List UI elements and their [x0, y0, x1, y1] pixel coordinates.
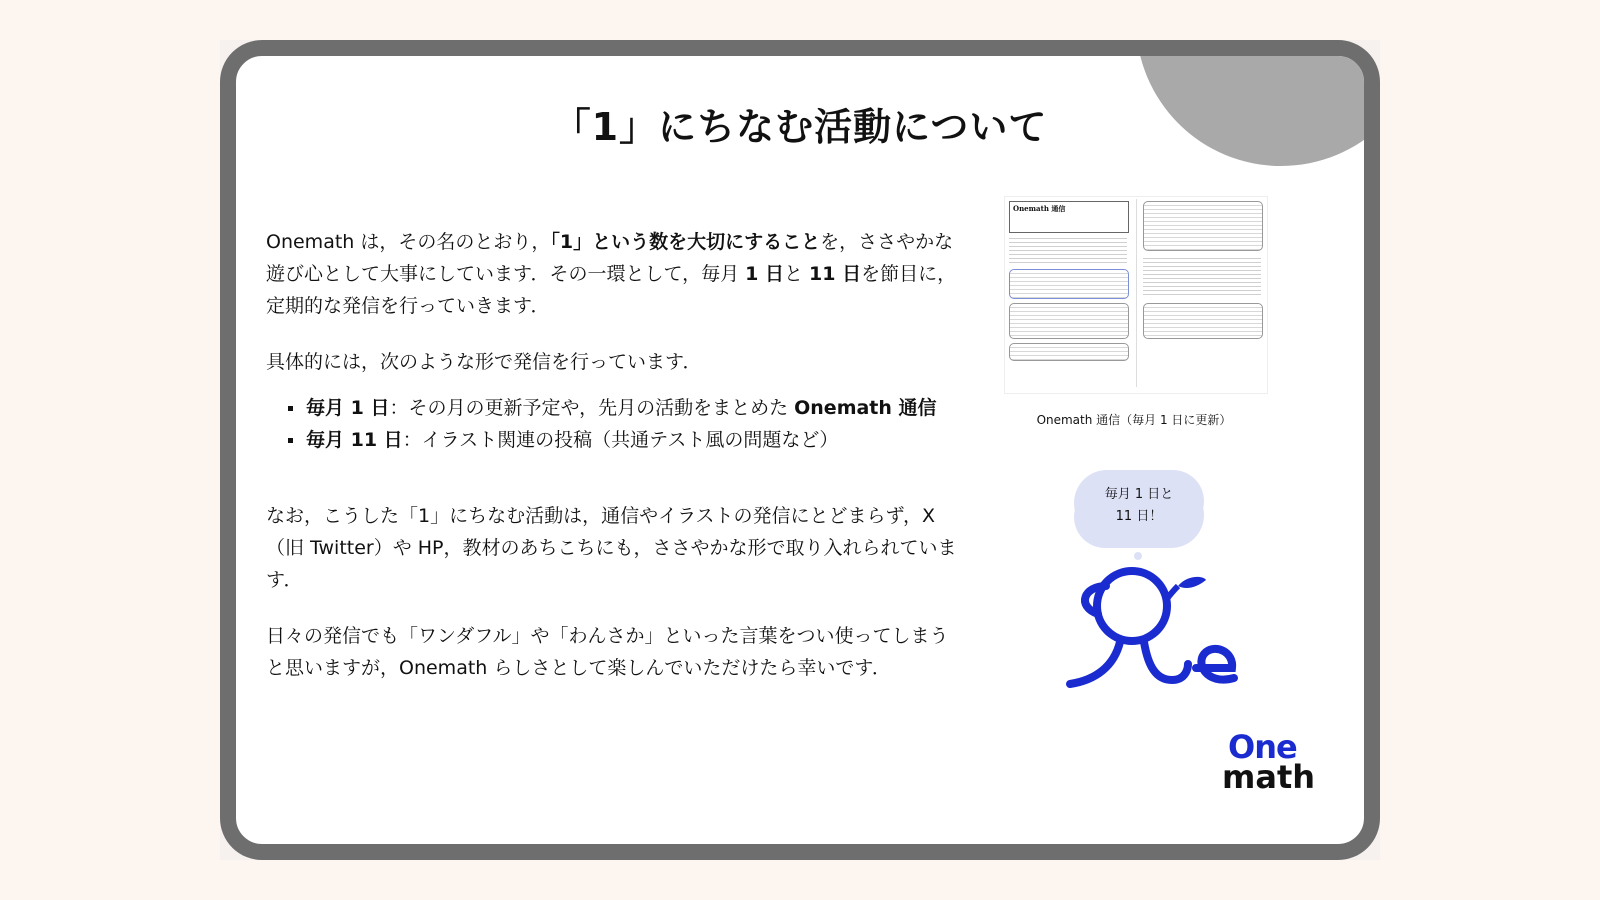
newsletter-box: [1143, 303, 1263, 339]
newsletter-text-block: [1009, 235, 1127, 265]
mascot-leg-right: [1144, 642, 1188, 680]
list-item-text: ：イラスト関連の投稿（共通テスト風の問題など）: [402, 429, 839, 451]
logo-math: math: [1222, 758, 1316, 796]
list-item: [306, 424, 966, 456]
schedule-list: [266, 392, 966, 456]
intro-bold-2: 1 日: [745, 263, 784, 285]
thought-bubble: [1080, 474, 1198, 544]
paragraph-other-channels: なお，こうした「1」にちなむ活動は，通信やイラストの発信にとどまらず，X（旧 Twitter）や HP，教材のあちこちにも，ささやかな形で取り入れられています．: [266, 505, 957, 591]
newsletter-divider: [1136, 199, 1137, 387]
newsletter-title: Onemath 通信: [1013, 204, 1066, 213]
list-item-label: 毎月 1 日: [306, 397, 390, 419]
newsletter-caption: Onemath 通信（毎月 1 日に更新）: [1036, 413, 1232, 427]
newsletter-box: [1009, 343, 1129, 361]
slide-frame: [220, 40, 1380, 860]
newsletter-box: [1009, 303, 1129, 339]
list-item-bold-tail: Onemath 通信: [794, 397, 937, 419]
newsletter-box: [1009, 269, 1129, 299]
list-item-text: ：その月の更新予定や，先月の活動をまとめた: [389, 397, 795, 419]
logo-one: One: [1228, 728, 1297, 766]
newsletter-box: [1143, 201, 1263, 251]
paragraph-specifics: 具体的には，次のような形で発信を行っています．: [266, 351, 702, 373]
slide-stage: [220, 40, 1380, 860]
intro-bold-1: 「1」という数を大切にすること: [550, 231, 821, 253]
bubble-line-1: 毎月 1 日と: [1104, 487, 1174, 502]
intro-text-3: と: [784, 263, 810, 285]
intro-text-4: を節目に，定期的な発信を行っていきます．: [266, 263, 957, 317]
bubble-text: [1080, 484, 1198, 528]
list-item: [306, 392, 966, 424]
newsletter-text-block: [1143, 255, 1261, 295]
mascot-head: [1097, 571, 1167, 641]
list-item-label: 毎月 11 日: [306, 429, 403, 451]
slide-title: 「1」にちなむ活動について: [552, 105, 1048, 149]
paragraph-intro: [266, 226, 966, 322]
mascot-leaf: [1178, 577, 1206, 588]
intro-text-2: を，ささやかな遊び心として大事にしています．その一環として，毎月: [266, 231, 954, 285]
newsletter-thumbnail: [1004, 196, 1268, 394]
newsletter-header: [1009, 201, 1129, 233]
mascot-stem: [1166, 586, 1178, 600]
intro-bold-3: 11 日: [809, 263, 862, 285]
slide-body: [266, 226, 966, 708]
bubble-line-2: 11 日！: [1115, 509, 1163, 524]
mascot-e-shape: [1196, 649, 1234, 680]
mascot-illustration: [1056, 556, 1246, 696]
paragraph-closing: 日々の発信でも「ワンダフル」や「わんさか」といった言葉をつい使ってしまうと思いますが，Onemath らしさとして楽しんでいただけたら幸いです．: [266, 625, 949, 679]
mascot-leg-left: [1070, 642, 1120, 684]
intro-text-1: Onemath は，その名のとおり，: [266, 231, 551, 253]
